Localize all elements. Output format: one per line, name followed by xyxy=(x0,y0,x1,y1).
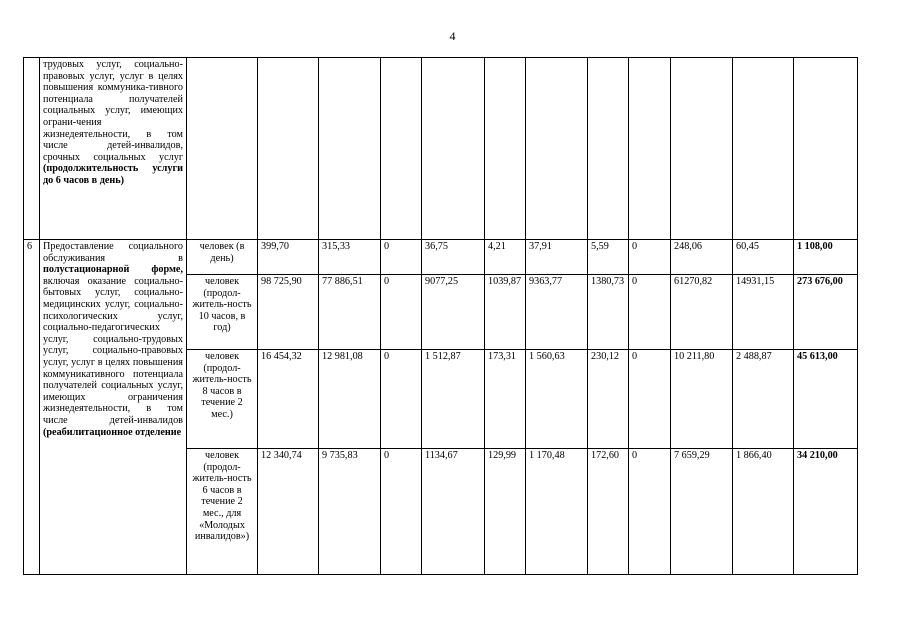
value-cell: 0 xyxy=(381,449,422,575)
value-cell: 0 xyxy=(381,275,422,350)
unit-cell: человек (продол-житель-ность 10 часов, в год) xyxy=(187,275,258,350)
description-text: включая оказание социально-бытовых услуг, социально-медицинских услуг, социально-психологических услуг, социально-педагогических услуг, социально-трудовых услуг, социально-правовых услуг, услуг в целях повышения коммуникативного потенциала получателей социальных услуг, имеющих ограничения жизнедеятельности, в том числе детей-инвалидов xyxy=(43,275,183,426)
total-cell: 1 108,00 xyxy=(794,240,858,275)
row-number-cell: 6 xyxy=(24,240,40,575)
value-cell: 12 981,08 xyxy=(319,350,381,449)
value-cell xyxy=(733,58,794,240)
value-cell: 77 886,51 xyxy=(319,275,381,350)
description-text: трудовых услуг, социально-правовых услуг, услуг в целях повышения коммуника-тивного потенциала получателей социальных услуг, имеющих ограни-чения жизнедеятельности, в том числе детей-инвалидов, срочных социальных услуг xyxy=(43,59,183,163)
value-cell: 1 866,40 xyxy=(733,449,794,575)
value-cell: 172,60 xyxy=(588,449,629,575)
value-cell: 0 xyxy=(629,275,671,350)
value-cell xyxy=(422,58,485,240)
value-cell: 1039,87 xyxy=(485,275,526,350)
value-cell: 1 170,48 xyxy=(526,449,588,575)
row-number-cell xyxy=(24,58,40,240)
value-cell xyxy=(671,58,733,240)
value-cell: 9077,25 xyxy=(422,275,485,350)
total-cell: 34 210,00 xyxy=(794,449,858,575)
value-cell: 9 735,83 xyxy=(319,449,381,575)
value-cell: 315,33 xyxy=(319,240,381,275)
value-cell: 16 454,32 xyxy=(258,350,319,449)
value-cell: 399,70 xyxy=(258,240,319,275)
table-row xyxy=(24,240,858,275)
value-cell: 9363,77 xyxy=(526,275,588,350)
value-cell: 10 211,80 xyxy=(671,350,733,449)
value-cell: 129,99 xyxy=(485,449,526,575)
value-cell: 61270,82 xyxy=(671,275,733,350)
value-cell: 12 340,74 xyxy=(258,449,319,575)
value-cell: 2 488,87 xyxy=(733,350,794,449)
description-bold: (продолжительность услуги до 6 часов в день) xyxy=(43,163,183,186)
value-cell xyxy=(485,58,526,240)
value-cell: 4,21 xyxy=(485,240,526,275)
service-description xyxy=(40,58,187,240)
unit-cell: человек (в день) xyxy=(187,240,258,275)
value-cell: 1 560,63 xyxy=(526,350,588,449)
unit-cell: человек (продол-житель-ность 8 часов в течение 2 мес.) xyxy=(187,350,258,449)
value-cell: 0 xyxy=(381,240,422,275)
value-cell: 1134,67 xyxy=(422,449,485,575)
continuation-row xyxy=(24,58,858,240)
value-cell: 36,75 xyxy=(422,240,485,275)
value-cell xyxy=(258,58,319,240)
total-cell: 273 676,00 xyxy=(794,275,858,350)
unit-cell xyxy=(187,58,258,240)
total-cell xyxy=(794,58,858,240)
description-text: Предоставление социального обслуживания в xyxy=(43,241,183,264)
services-table xyxy=(23,57,858,575)
value-cell: 230,12 xyxy=(588,350,629,449)
value-cell: 5,59 xyxy=(588,240,629,275)
value-cell: 14931,15 xyxy=(733,275,794,350)
value-cell xyxy=(629,58,671,240)
value-cell xyxy=(588,58,629,240)
value-cell: 173,31 xyxy=(485,350,526,449)
value-cell: 0 xyxy=(629,240,671,275)
value-cell: 0 xyxy=(629,350,671,449)
value-cell: 1380,73 xyxy=(588,275,629,350)
service-description xyxy=(40,240,187,575)
description-bold: (реабилитационное отделение xyxy=(43,426,182,438)
value-cell: 7 659,29 xyxy=(671,449,733,575)
page-number: 4 xyxy=(449,29,456,43)
description-bold: полустационарной форме, xyxy=(43,264,183,276)
value-cell: 60,45 xyxy=(733,240,794,275)
total-cell: 45 613,00 xyxy=(794,350,858,449)
unit-cell: человек (продол-житель-ность 6 часов в течение 2 мес., для «Молодых инвалидов») xyxy=(187,449,258,575)
value-cell: 37,91 xyxy=(526,240,588,275)
value-cell: 248,06 xyxy=(671,240,733,275)
value-cell xyxy=(319,58,381,240)
value-cell: 0 xyxy=(629,449,671,575)
value-cell: 1 512,87 xyxy=(422,350,485,449)
value-cell xyxy=(526,58,588,240)
value-cell: 98 725,90 xyxy=(258,275,319,350)
value-cell: 0 xyxy=(381,350,422,449)
value-cell xyxy=(381,58,422,240)
